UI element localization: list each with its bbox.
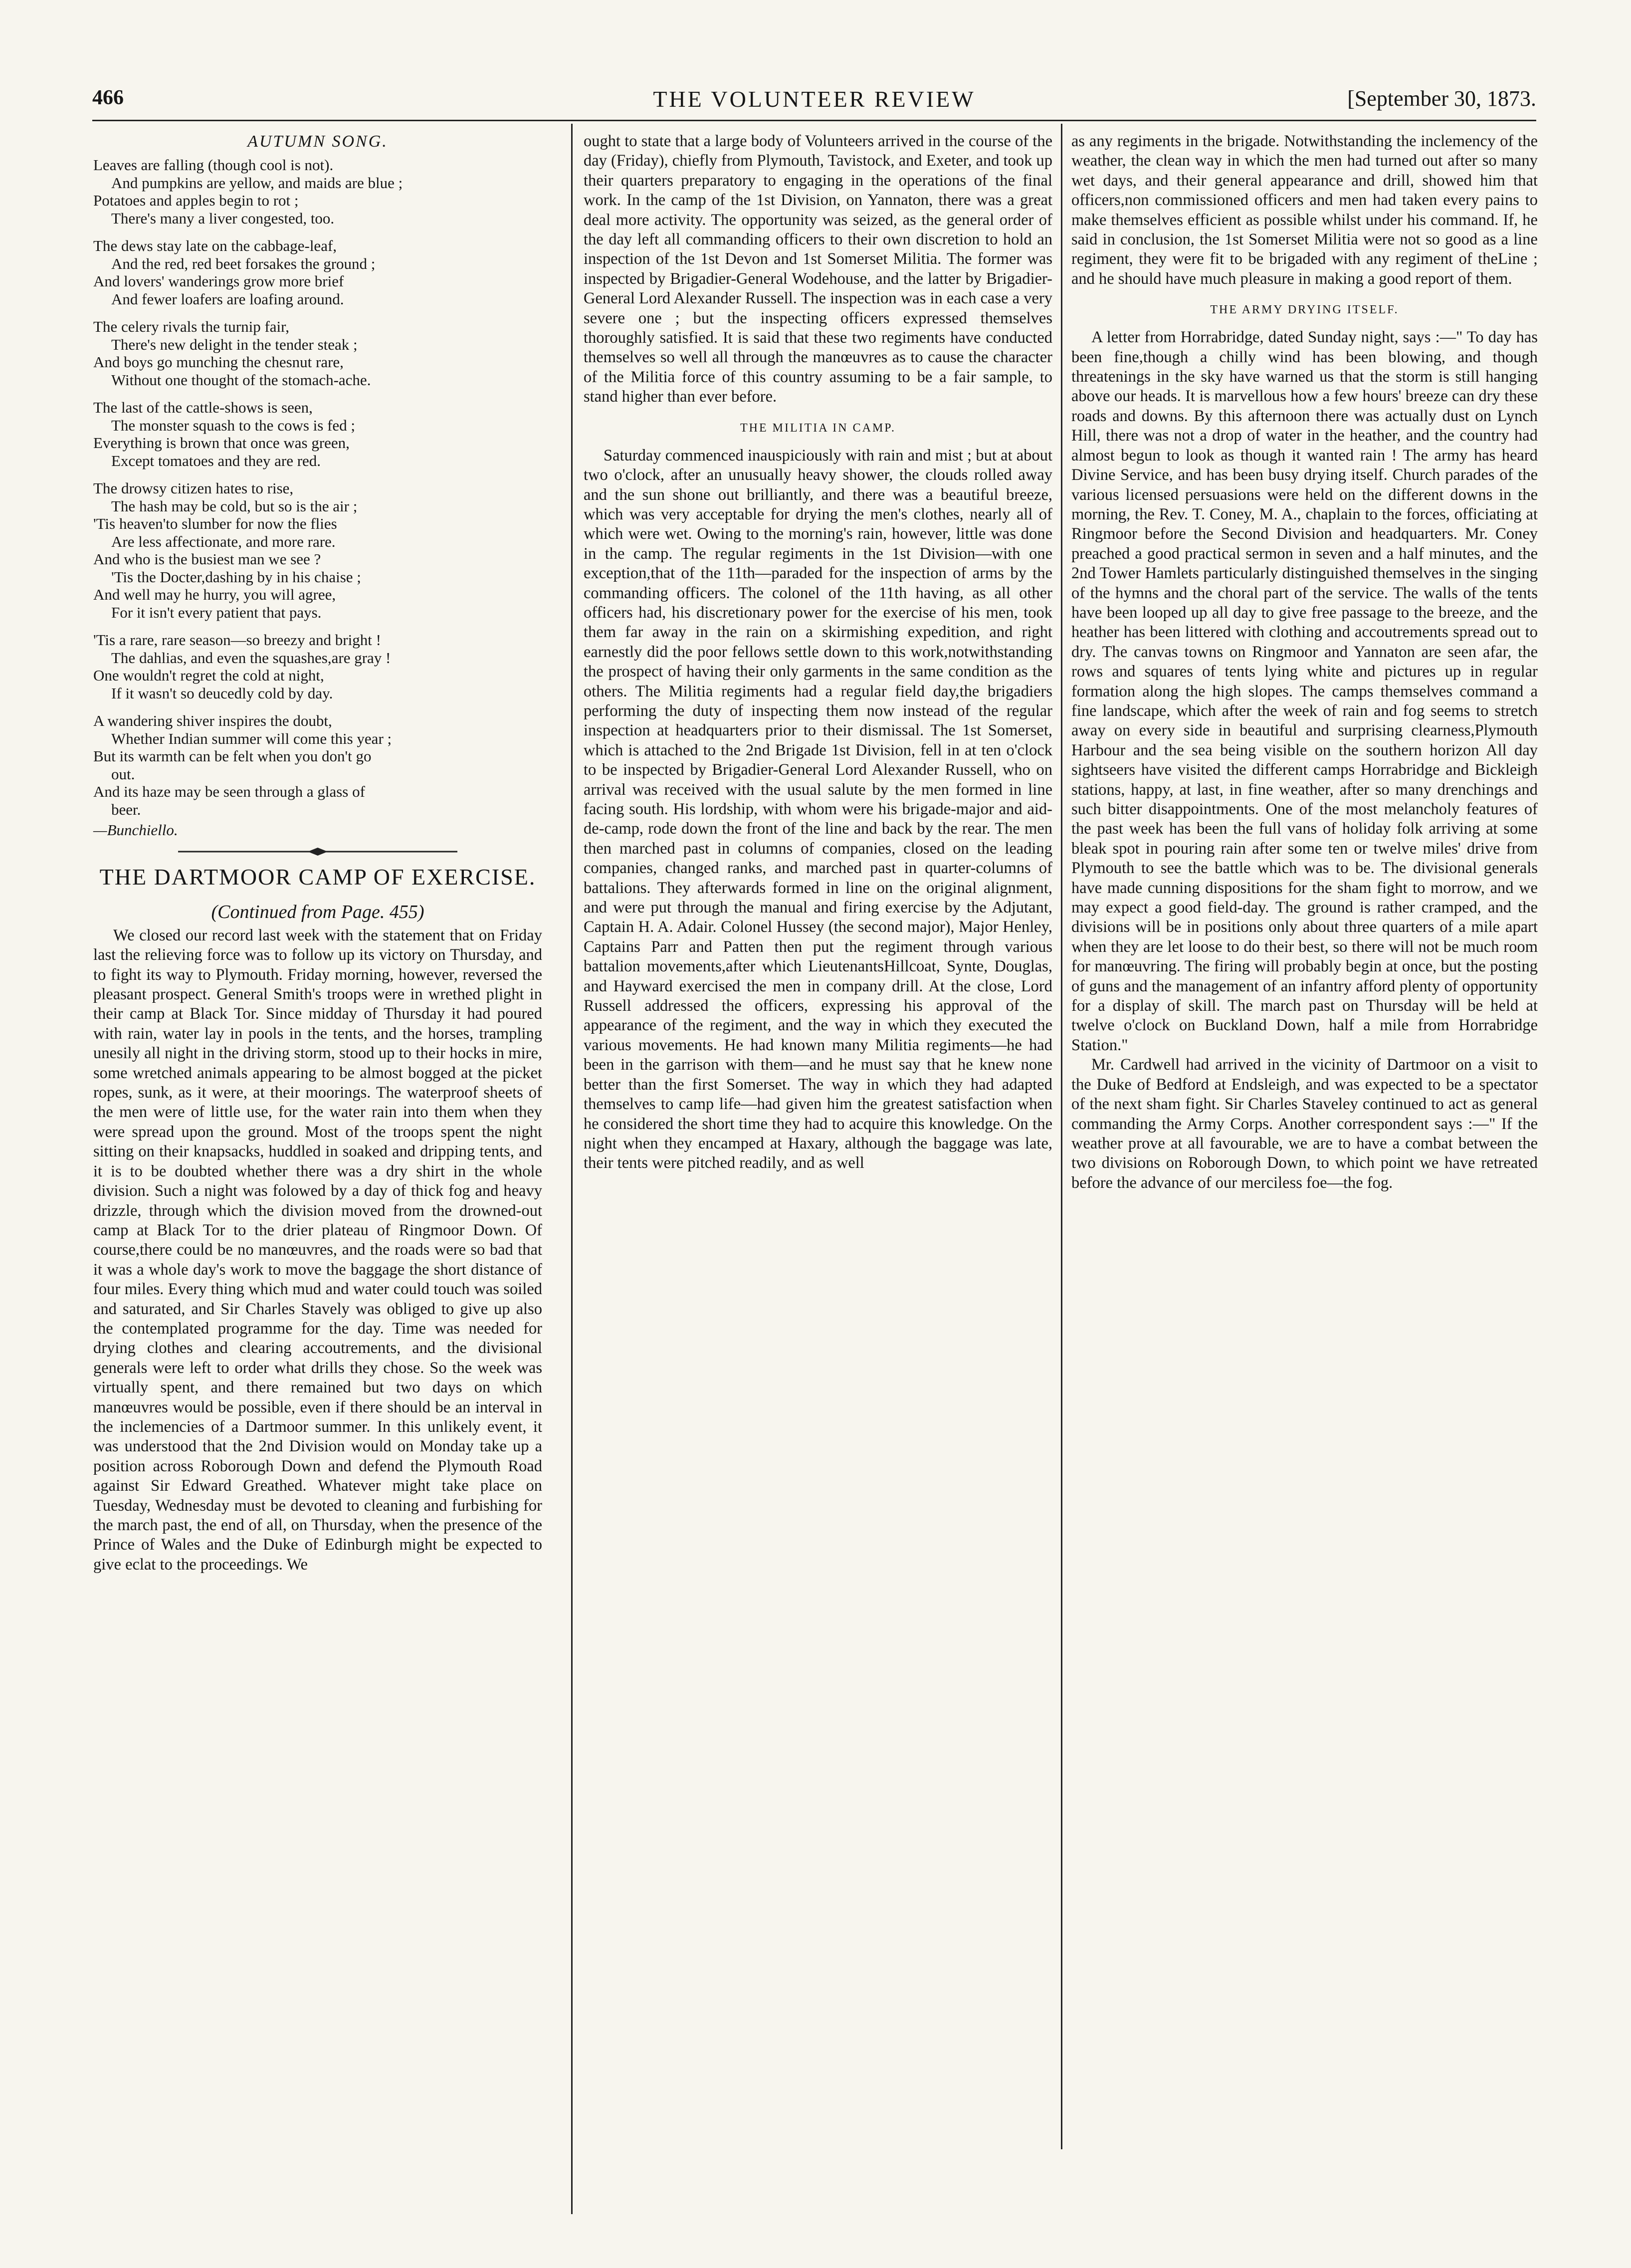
army-body [1071,328,1538,1193]
stanza-gap [93,389,542,399]
paragraph: ought to state that a large body of Volunteers arrived in the course of the day (Friday), chiefly from Plymouth, Tavistock, and Exeter, and took up their quarters preparatory to engaging in the operations of the final work. In the camp of the 1st Division, on Yannaton, there was a great deal more activity. The opportunity was seized, as the general order of the day left all commanding officers to their own discretion to hold an inspection of the 1st Devon and 1st Somerset Militia. The former was inspected by Brigadier-General Wodehouse, and the latter by Brigadier-General Lord Alexander Russell. The inspection was in each case a very severe one ; but the inspecting officers expressed themselves thoroughly satisfied. It is said that these two regiments have conducted themselves so well all through the manœuvres as to cause the character of the Militia force of this country assuming to be a fair sample, to stand higher than ever before. [584,132,1052,406]
paragraph: Saturday commenced inauspiciously with rain and mist ; but at about two o'clock, after an unusually heavy shower, the clouds rolled away and the sun shone out brilliantly, and there was a beautiful breeze, which was very acceptable for drying the men's clothes, nearly all of which were wet. Owing to the morning's rain, however, little was done in the camp. The regular regiments in the 1st Division—with one exception,that of the 11th—paraded for the inspection of arms by the commanding officers. The colonel of the 11th having, as all other officers had, his discretionary power for the exercise of his men, took them far away in the rain on a skirmishing expedition, and right earnestly did the poor fellows settle down to this work,notwithstanding the prospect of having their only garments in the same condition as the others. The Militia regiments had a regular field day,the brigadiers performing the duty of inspecting them now instead of the regular inspection at headquarters prior to their dismissal. The 1st Somerset, which is attached to the 2nd Brigade 1st Division, fell in at ten o'clock to be inspected by Brigadier-General Lord Alexander Russell, who on arrival was received with the usual salute by the men formed in line facing south. His lordship, with whom were his brigade-major and aid-de-camp, rode down the front of the line and back by the rear. The men then marched past in columns of companies, closed on the leading companies, changed ranks, and marched past in quarter-columns of battalions. They afterwards formed in line on the original alignment, and were put through the manual and firing exercise by the Adjutant, Captain H. A. Adair. Colonel Hussey (the second major), Major Henley, Captains Parr and Patten then put the regiment through various battalion movements,after which LieutenantsHillcoat, Synte, Douglas, and Hayward exercised the men in company drill. At the close, Lord Russell addressed the officers, expressing his approval of the appearance of the regiment, and the way in which they executed the various movements. He had known many Militia regiments—he had been in the garrison with them—and he must say that he knew none better than the first Somerset. The way in which they had adapted themselves to camp life—had given him the greatest satisfaction when he considered the short time they had to acquire this knowledge. On the night when they encamped at Haxary, although the baggage was late, their tents were pitched readily, and as well [584,446,1052,1172]
poem-line: And fewer loafers are loafing around. [111,290,344,308]
poem-line: The dews stay late on the cabbage-leaf, [93,237,337,255]
ornamental-divider [93,844,542,859]
poem-line: And the red, red beet forsakes the ground ; [111,254,376,272]
poem-line: beer. [111,800,141,818]
column-1-body [93,926,542,1575]
poem-line: 'Tis a rare, rare season—so breezy and bright ! [93,631,381,649]
paragraph: as any regiments in the brigade. Notwithstanding the inclemency of the weather, the clean way in which the men had turned out after so many wet days, and their general appearance and drill, showed him that officers,non commissioned officers and men had taken every pains to make themselves efficient as possible whilst under his command. If, he said in conclusion, the 1st Somerset Militia were not so good as a line regiment, they were fit to be brigaded with any regiment of theLine ; and he should have much pleasure in making a good report of them. [1071,132,1538,288]
poem-line: And lovers' wanderings grow more brief [93,272,344,290]
poem-line: And pumpkins are yellow, and maids are blue ; [111,174,403,192]
poem-title: AUTUMN SONG. [247,132,388,151]
poem-line: The dahlias, and even the squashes,are gray ! [111,649,391,667]
poem [93,156,542,818]
column-2-body [584,132,1052,407]
continued-note: (Continued from Page. 455) [211,901,424,922]
militia-heading: THE MILITIA IN CAMP. [740,421,896,435]
column-2 [584,132,1052,1173]
paragraph: Mr. Cardwell had arrived in the vicinity of Dartmoor on a visit to the Duke of Bedford at Endsleigh, and was expected to be a spectator of the next sham fight. Sir Charles Staveley continued to act as general commanding the Army Corps. Another correspondent says :—" If the weather prove at all favourable, we are to have a combat between the two divisions on Roborough Down, to which point we have retreated before the advance of our merciless foe—the fog. [1071,1056,1538,1192]
column-1 [93,132,542,1575]
poem-line: out. [111,765,135,783]
column-rule-1 [571,124,573,2214]
poem-line: The last of the cattle-shows is seen, [93,399,313,417]
poem-line: The hash may be cold, but so is the air ; [111,497,358,515]
stanza-gap [93,702,542,712]
poem-line: Are less affectionate, and more rare. [111,532,336,550]
poem-line: There's many a liver congested, too. [111,209,335,227]
poem-line: 'Tis heaven'to slumber for now the flies [93,515,337,533]
poem-line: One wouldn't regret the cold at night, [93,667,324,684]
poem-line: The drowsy citizen hates to rise, [93,479,294,497]
stanza-gap [93,227,542,237]
issue-date: [September 30, 1873. [1347,86,1536,111]
militia-body [584,446,1052,1173]
poem-line: The monster squash to the cows is fed ; [111,416,356,434]
poem-line: If it wasn't so deucedly cold by day. [111,684,333,702]
poem-line: But its warmth can be felt when you don't go [93,747,372,765]
poem-line: There's new delight in the tender steak ; [111,335,358,353]
column-3 [1071,132,1538,1193]
poem-line: 'Tis the Docter,dashing by in his chaise ; [111,568,361,586]
poem-line: Potatoes and apples begin to rot ; [93,192,299,210]
article-title: THE DARTMOOR CAMP OF EXERCISE. [99,864,536,890]
header-rule [92,120,1536,121]
poem-line: And well may he hurry, you will agree, [93,586,336,604]
stanza-gap [93,621,542,631]
column-3-body [1071,132,1538,289]
poem-line: The celery rivals the turnip fair, [93,318,289,336]
page-header [92,86,1536,116]
poem-line: And its haze may be seen through a glass of [93,783,365,801]
poem-line: Everything is brown that once was green, [93,434,350,452]
poem-line: Except tomatoes and they are red. [111,452,321,469]
stanza-gap [93,469,542,479]
poem-line: Whether Indian summer will come this year ; [111,729,392,747]
poem-line: And boys go munching the chesnut rare, [93,353,344,371]
paragraph: A letter from Horrabridge, dated Sunday night, says :—" To day has been fine,though a chilly wind has been blowing, and though threatenings in the sky have warned us that the storm is still hanging above our heads. It is marvellous how a few hours' breeze can dry these roads and downs. By this afternoon there was actually dust on Lynch Hill, there was not a drop of water in the heather, and the country had almost begun to look as though it wanted rain ! The army has heard Divine Service, and has been busy drying itself. Church parades of the various licensed persuasions were held on the different downs in the morning, the Rev. T. Coney, M. A., chaplain to the forces, officiating at Ringmoor before the Second Division and headquarters. Mr. Coney preached a good practical sermon in seven and a half minutes, and the 2nd Tower Hamlets particularly distinguished themselves in the singing of the hymns and the choral part of the service. The walls of the tents have been looped up all day to give free passage to the breeze, and the heather has been littered with clothing and accoutrements spread out to dry. The canvas towns on Ringmoor and Yannaton are seen afar, the rows and squares of tents lying white and pictures up in regular formation along the high slopes. The camps themselves command a fine landscape, which after the week of rain and fog seems to stretch away on every side in beautiful and surprising clearness,Plymouth Harbour and the sea being visible on the southern horizon All day sightseers have visited the different camps Horrabridge and Bickleigh stations, happy, at last, in fine weather, after so many drenchings and such bitter disappointments. One of the most melancholy features of the past week has been the full vans of holiday folk arriving at some bleak spot in pouring rain after some ten or twelve miles' drive from Plymouth to see the battle which was to be. The divisional generals have made cunning dispositions for the sham fight to morrow, and we may expect a good field-day. The ground is rather cramped, and the divisions will be in positions only about three quarters of a mile apart when they are let loose to do their best, so there will not be much room for manœuvring. The firing will probably begin at once, but the posting of guns and the management of an infantry afford plenty of opportunity for a display of skill. The march past on Thursday will be held at twelve o'clock on Buckland Down, half a mile from Horrabridge Station." [1071,328,1538,1054]
poem-line: And who is the busiest man we see ? [93,550,321,568]
poem-line: Leaves are falling (though cool is not). [93,156,334,174]
paragraph: We closed our record last week with the statement that on Friday last the relieving force was to follow up its victory on Thursday, and to fight its way to Plymouth. Friday morning, however, reversed the pleasant prospect. General Smith's troops were in wrethed plight in their camp at Black Tor. Since midday of Thursday it had poured with rain, water lay in pools in the tents, and the horses, trampling unesily all night in the driving storm, stood up to their hocks in mire, some wretched animals appearing to be almost bogged at the picket ropes, sunk, as it were, at their moorings. The waterproof sheets of the men were of little use, for the water rain into them when they were spread upon the ground. Most of the troops spent the night sitting on their knapsacks, huddled in soaked and dripping tents, and it is to be doubted whether there was a dry shirt in the whole division. Such a night was folowed by a day of thick fog and heavy drizzle, through which the division moved from the drowned-out camp at Black Tor to the drier plateau of Ringmoor Down. Of course,there could be no manœuvres, and the roads were so bad that it was a whole day's work to move the baggage the short distance of four miles. Every thing which mud and water could touch was soiled and saturated, and Sir Charles Stavely was obliged to give up also the contemplated programme for the day. Time was needed for drying clothes and clearing accoutrements, and the divisional generals were left to order what drills they chose. So the week was virtually spent, and there remained but two days on which manœuvres would be possible, even if there should be an interval in the inclemencies of a Dartmoor summer. In this unlikely event, it was understood that the 2nd Division would on Monday take up a position across Roborough Down and defend the Plymouth Road against Sir Edward Greathed. Whatever might take place on Tuesday, Wednesday must be devoted to cleaning and furbishing for the march past, the end of all, on Thursday, when the presence of the Prince of Wales and the Duke of Edinburgh might be expected to give eclat to the proceedings. We [93,926,542,1574]
poem-signature: —Bunchiello. [93,821,178,839]
divider-ornament-icon [178,848,457,856]
poem-line: A wandering shiver inspires the doubt, [93,712,332,730]
publication-title: THE VOLUNTEER REVIEW [653,86,976,112]
column-rule-2 [1061,124,1062,2149]
page-number: 466 [92,86,124,109]
army-heading: THE ARMY DRYING ITSELF. [1210,303,1399,317]
stanza-gap [93,308,542,318]
poem-line: For it isn't every patient that pays. [111,603,322,621]
poem-line: Without one thought of the stomach-ache. [111,371,371,389]
